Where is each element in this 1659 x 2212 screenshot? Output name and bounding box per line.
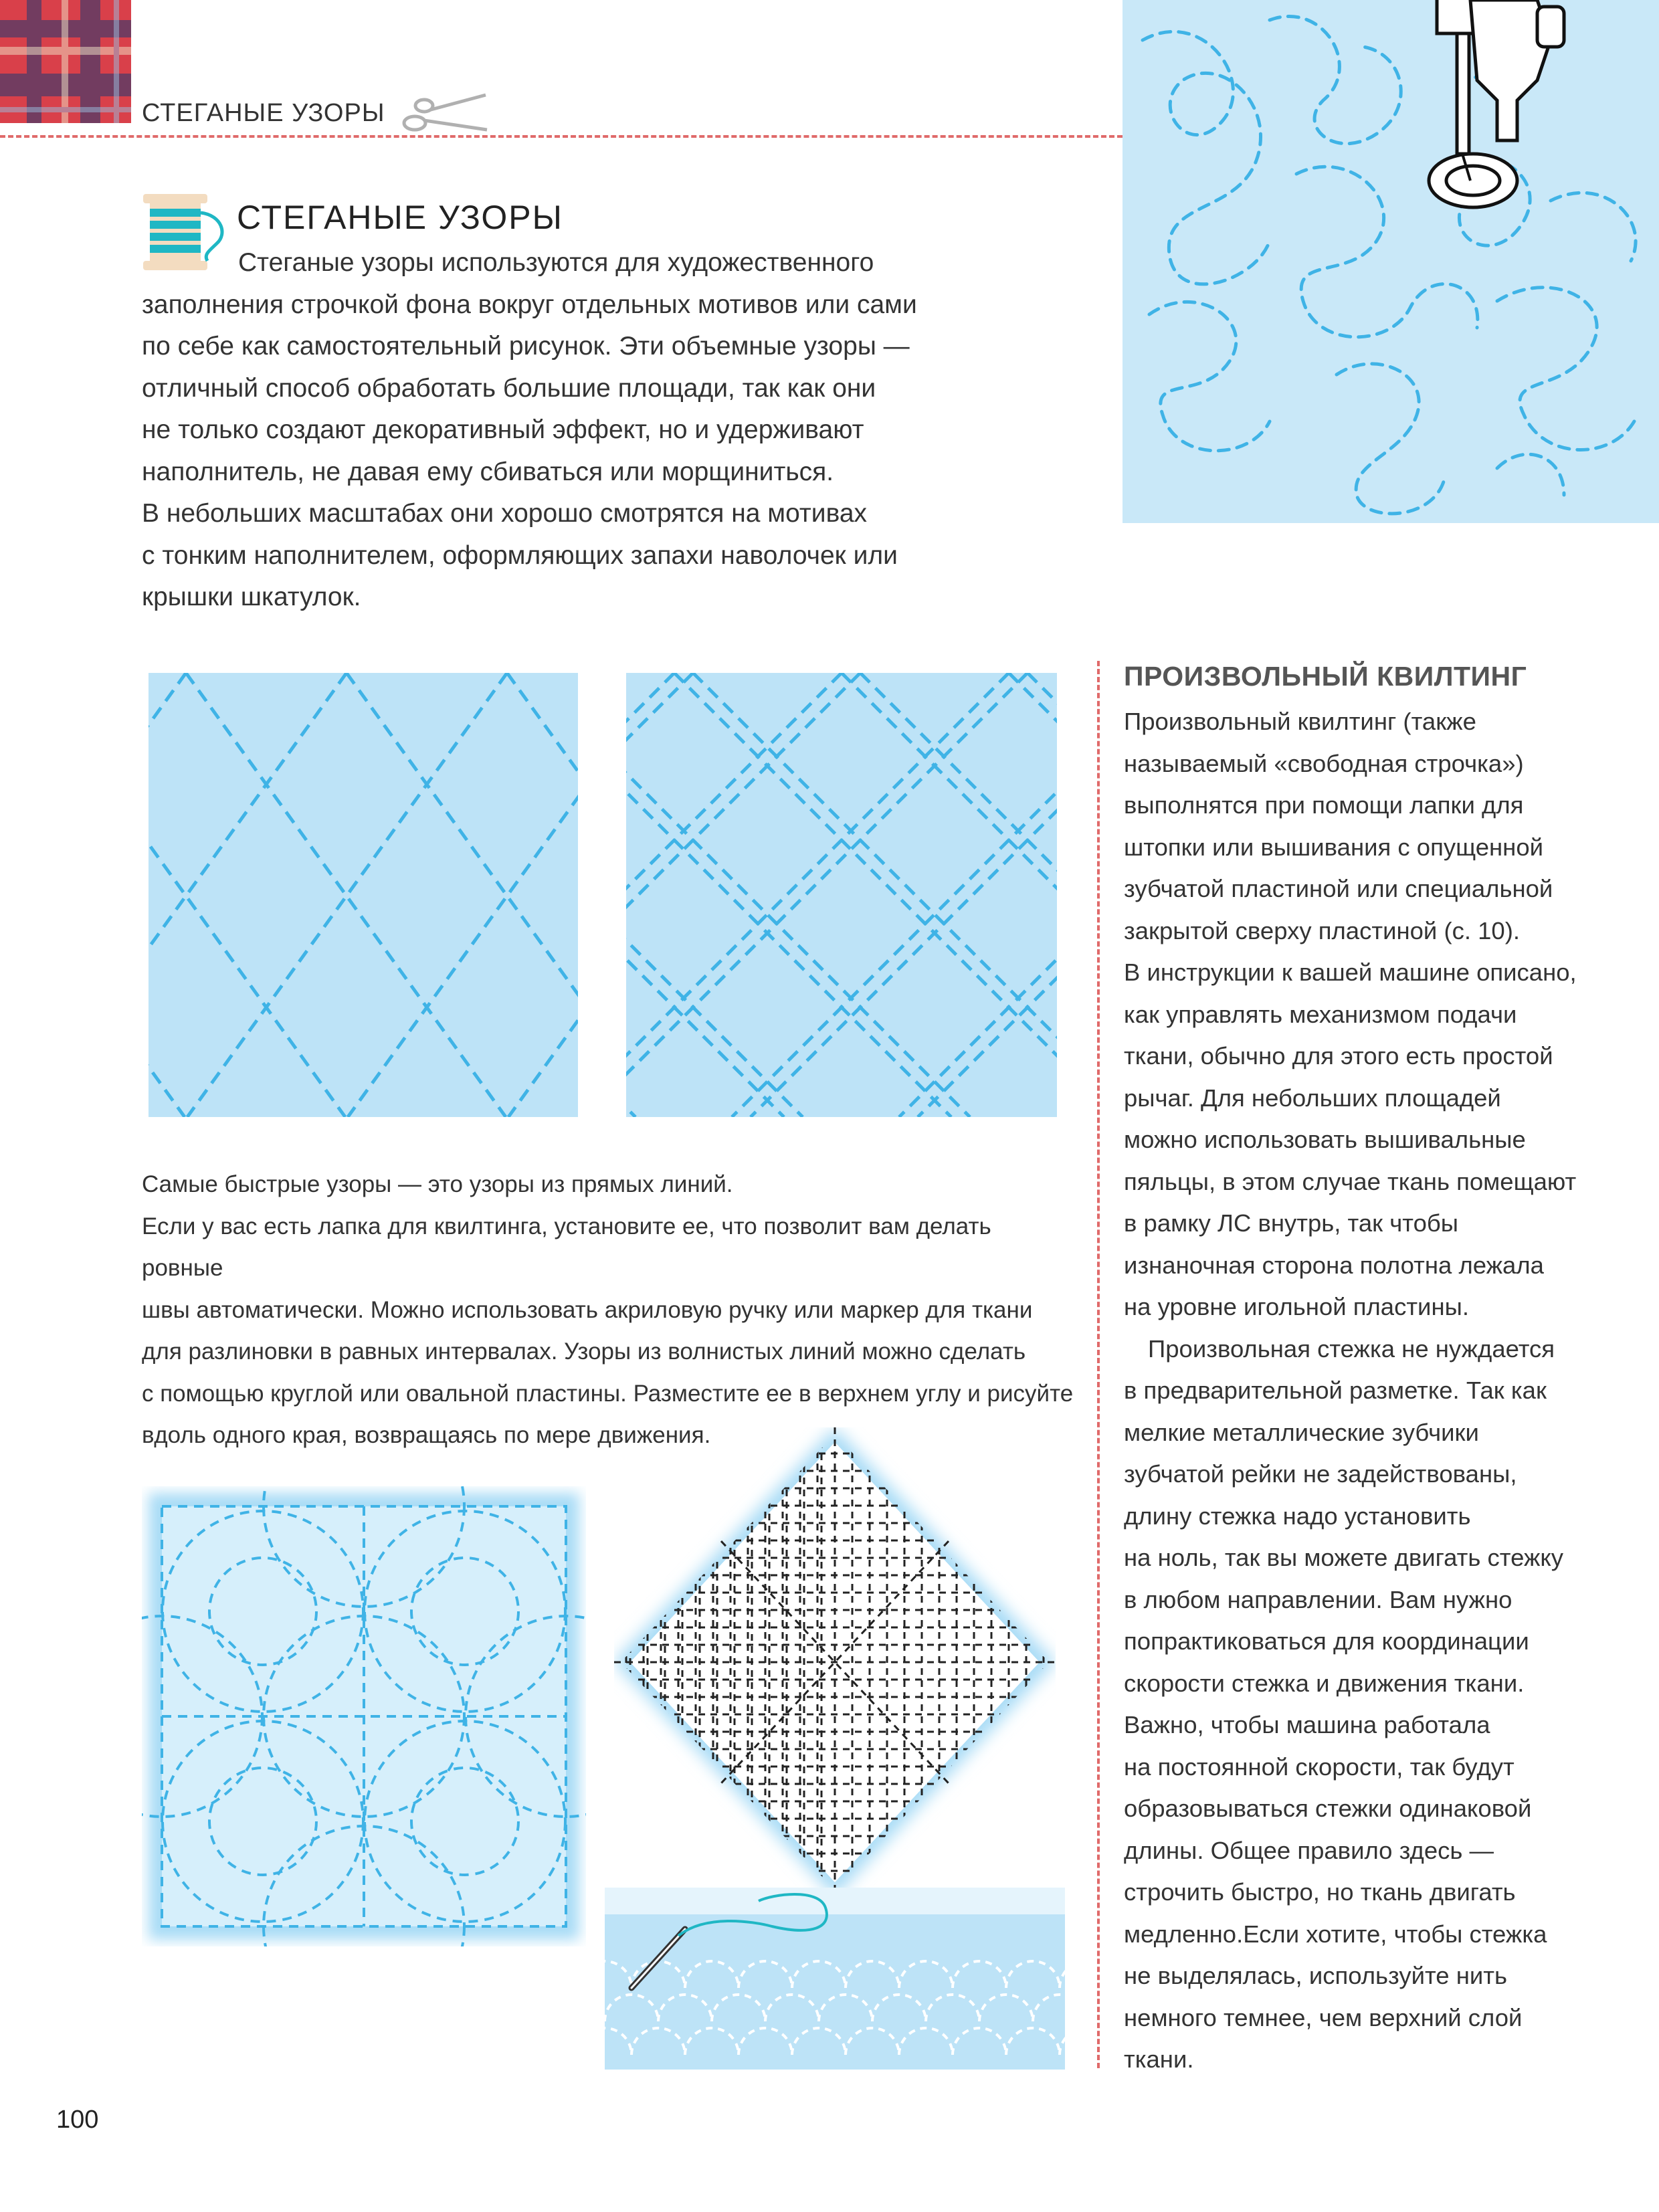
intro-line: заполнения строчкой фона вокруг отдельных мотивов или сами (142, 290, 917, 319)
sidebar-line: зубчатой пластиной или специальной (1124, 875, 1553, 902)
sidebar-line: пяльцы, в этом случае ткань помещают (1124, 1167, 1577, 1195)
sidebar-line: медленно.Если хотите, чтобы стежка (1124, 1920, 1547, 1948)
sidebar-line: на ноль, так вы можете двигать стежку (1124, 1544, 1564, 1571)
sidebar-line: на уровне игольной пластины. (1124, 1293, 1469, 1320)
sidebar-line: как управлять механизмом подачи (1124, 1000, 1517, 1028)
diamond-grid-pattern (149, 673, 578, 1117)
sidebar-line: Произвольная стежка не нуждается (1148, 1334, 1555, 1363)
intro-line: отличный способ обработать большие площади, так как они (142, 373, 876, 403)
sidebar-line: штопки или вышивания с опущенной (1124, 833, 1544, 861)
middle-line: с помощью круглой или овальной пластины. Разместите ее в верхнем углу и рисуйте (142, 1380, 1074, 1407)
sidebar-line: мелкие металлические зубчики (1124, 1418, 1479, 1446)
scallop-pattern (605, 1888, 1065, 2070)
sidebar-line: попрактиковаться для координации (1124, 1627, 1529, 1655)
sidebar-line: называемый «свободная строчка») (1124, 749, 1524, 777)
sidebar-line: изнаночная сторона полотна лежала (1124, 1251, 1544, 1279)
page-number: 100 (56, 2106, 99, 2134)
middle-line: для разлиновки в равных интервалах. Узоры из волнистых линий можно сделать (142, 1338, 1026, 1365)
intro-line: не только создают декоративный эффект, но и удерживают (142, 415, 864, 444)
intro-line: Стеганые узоры используются для художественного (238, 248, 874, 277)
middle-line: Если у вас есть лапка для квилтинга, установите ее, что позволит вам делать ровные (142, 1213, 991, 1281)
sidebar-paragraph (1124, 701, 1632, 2081)
sidebar-line: Важно, чтобы машина работала (1124, 1711, 1490, 1738)
intro-line: с тонким наполнителем, оформляющих запахи наволочек или (142, 540, 898, 570)
intro-paragraph (142, 242, 1052, 619)
middle-line: вдоль одного края, возвращаясь по мере движения. (142, 1422, 711, 1448)
sidebar-title: ПРОИЗВОЛЬНЫЙ КВИЛТИНГ (1124, 661, 1527, 692)
sidebar-line: немного темнее, чем верхний слой (1124, 2003, 1523, 2031)
sidebar-line: ткани. (1124, 2045, 1194, 2073)
sidebar-line: в любом направлении. Вам нужно (1124, 1585, 1512, 1613)
page-title: СТЕГАНЫЕ УЗОРЫ (237, 199, 563, 236)
circle-quilting-pattern (142, 1486, 586, 1946)
intro-line: наполнитель, не давая ему сбиваться или морщиниться. (142, 457, 834, 486)
sidebar-line: скорости стежка и движения ткани. (1124, 1669, 1525, 1697)
sidebar-line: на постоянной скорости, так будут (1124, 1752, 1515, 1781)
intro-line: по себе как самостоятельный рисунок. Эти объемные узоры — (142, 332, 910, 361)
straight-lines-paragraph (142, 1164, 1078, 1457)
double-diamond-grid-pattern (626, 673, 1057, 1117)
header-divider (0, 135, 1123, 138)
free-motion-quilting-illustration (1123, 0, 1659, 523)
sidebar-line: длины. Общее правило здесь — (1124, 1836, 1494, 1864)
sidebar-line: зубчатой рейки не задействованы, (1124, 1460, 1517, 1488)
sidebar-line: В инструкции к вашей машине описано, (1124, 959, 1577, 986)
middle-line: швы автоматически. Можно использовать акриловую ручку или маркер для ткани (142, 1296, 1033, 1323)
sidebar-line: Произвольный квилтинг (также (1124, 708, 1476, 735)
intro-line: В небольших масштабах они хорошо смотрятся на мотивах (142, 499, 868, 528)
sidebar-line: в рамку ЛС внутрь, так чтобы (1124, 1209, 1459, 1237)
sidebar-line: в предварительной разметке. Так как (1124, 1377, 1547, 1404)
sidebar-line: можно использовать вышивальные (1124, 1126, 1526, 1153)
sidebar-line: закрытой сверху пластиной (с. 10). (1124, 916, 1521, 944)
scissors-icon (400, 86, 491, 139)
sidebar-line: выполнятся при помощи лапки для (1124, 791, 1524, 819)
sidebar-line: образовываться стежки одинаковой (1124, 1795, 1532, 1822)
diamond-straight-line-pattern (614, 1427, 1056, 1897)
sidebar-line: не выделялась, используйте нить (1124, 1962, 1508, 1989)
plaid-fabric-icon (0, 0, 131, 123)
middle-line: Самые быстрые узоры — это узоры из прямых линий. (142, 1171, 733, 1197)
intro-line: крышки шкатулок. (142, 583, 361, 611)
sidebar-line: длину стежка надо установить (1124, 1502, 1471, 1530)
column-divider (1097, 661, 1100, 2068)
sidebar-line: ткани, обычно для этого есть простой (1124, 1042, 1553, 1070)
sidebar-line: рычаг. Для небольших площадей (1124, 1084, 1501, 1112)
sidebar-line: строчить быстро, но ткань двигать (1124, 1878, 1516, 1906)
section-header: СТЕГАНЫЕ УЗОРЫ (142, 99, 385, 127)
